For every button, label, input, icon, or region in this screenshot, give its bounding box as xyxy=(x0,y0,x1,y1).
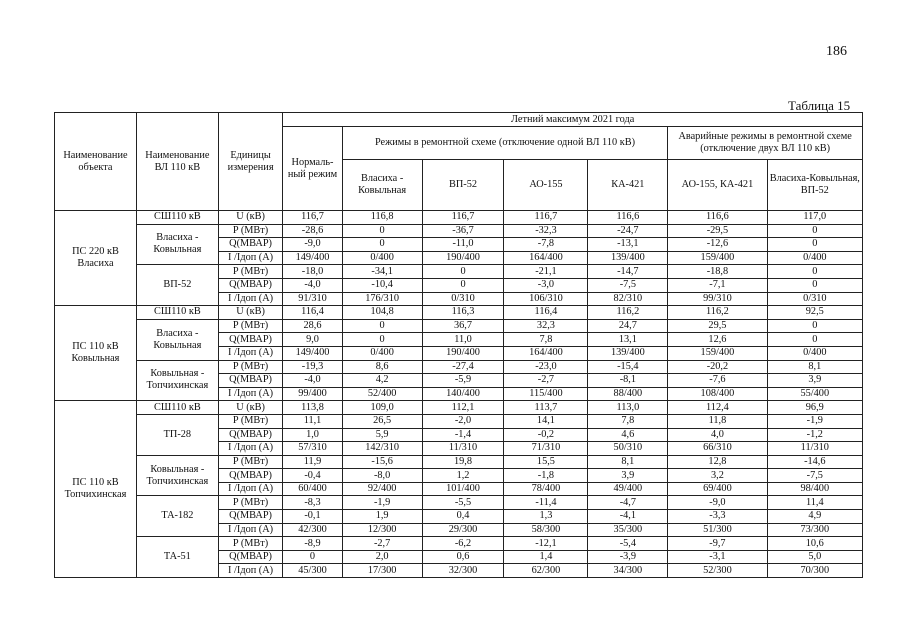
value-cell: -1,9 xyxy=(342,496,422,510)
table-row xyxy=(55,401,863,415)
value-cell: 92/400 xyxy=(342,482,422,496)
value-cell: 1,4 xyxy=(504,550,588,564)
value-cell: 0 xyxy=(767,265,862,279)
load-flow-table xyxy=(54,112,863,578)
value-cell: 7,8 xyxy=(504,333,588,347)
value-cell: -0,4 xyxy=(283,469,342,483)
value-cell: 52/300 xyxy=(668,564,767,578)
header-repair-group: Режимы в ремонтной схеме (отключение одной ВЛ 110 кВ) xyxy=(342,127,668,160)
value-cell: 11/310 xyxy=(767,442,862,456)
value-cell: 7,8 xyxy=(588,414,668,428)
value-cell: 116,2 xyxy=(668,306,767,320)
value-cell: 0 xyxy=(422,265,504,279)
value-cell: 104,8 xyxy=(342,306,422,320)
value-cell: 0 xyxy=(422,278,504,292)
value-cell: 0,6 xyxy=(422,550,504,564)
value-cell: 139/400 xyxy=(588,346,668,360)
value-cell: 8,1 xyxy=(767,360,862,374)
table-row xyxy=(55,211,863,225)
value-cell: 116,6 xyxy=(588,211,668,225)
value-cell: -1,4 xyxy=(422,428,504,442)
line-name-cell: ВП-52 xyxy=(136,265,218,306)
value-cell: -8,0 xyxy=(342,469,422,483)
value-cell: 12,8 xyxy=(668,455,767,469)
value-cell: 35/300 xyxy=(588,523,668,537)
value-cell: 2,0 xyxy=(342,550,422,564)
value-cell: 3,9 xyxy=(588,469,668,483)
value-cell: 0 xyxy=(342,224,422,238)
unit-cell: I /Iдоп (А) xyxy=(218,346,283,360)
value-cell: 116,2 xyxy=(588,306,668,320)
header-line: Наименование ВЛ 110 кВ xyxy=(136,113,218,211)
page-number: 186 xyxy=(826,44,847,59)
value-cell: 58/300 xyxy=(504,523,588,537)
value-cell: 42/300 xyxy=(283,523,342,537)
value-cell: 19,8 xyxy=(422,455,504,469)
value-cell: -7,5 xyxy=(767,469,862,483)
value-cell: 0/400 xyxy=(342,346,422,360)
unit-cell: P (МВт) xyxy=(218,319,283,333)
value-cell: -12,1 xyxy=(504,537,588,551)
value-cell: 1,3 xyxy=(504,510,588,524)
value-cell: 34/300 xyxy=(588,564,668,578)
value-cell: 12,6 xyxy=(668,333,767,347)
value-cell: -9,0 xyxy=(668,496,767,510)
value-cell: 12/300 xyxy=(342,523,422,537)
value-cell: 29,5 xyxy=(668,319,767,333)
line-name-cell: ТП-28 xyxy=(136,414,218,455)
value-cell: 14,1 xyxy=(504,414,588,428)
unit-cell: I /Iдоп (А) xyxy=(218,251,283,265)
unit-cell: Q(МВАР) xyxy=(218,510,283,524)
value-cell: 116,4 xyxy=(283,306,342,320)
unit-cell: U (кВ) xyxy=(218,401,283,415)
value-cell: 4,0 xyxy=(668,428,767,442)
value-cell: 29/300 xyxy=(422,523,504,537)
unit-cell: P (МВт) xyxy=(218,360,283,374)
value-cell: 88/400 xyxy=(588,387,668,401)
value-cell: 62/300 xyxy=(504,564,588,578)
value-cell: 69/400 xyxy=(668,482,767,496)
value-cell: 108/400 xyxy=(668,387,767,401)
value-cell: 11,9 xyxy=(283,455,342,469)
value-cell: 99/310 xyxy=(668,292,767,306)
line-name-cell: ТА-182 xyxy=(136,496,218,537)
value-cell: 0 xyxy=(767,224,862,238)
table-caption: Таблица 15 xyxy=(788,98,851,113)
unit-cell: I /Iдоп (А) xyxy=(218,292,283,306)
value-cell: 8,6 xyxy=(342,360,422,374)
value-cell: -19,3 xyxy=(283,360,342,374)
value-cell: -36,7 xyxy=(422,224,504,238)
value-cell: 11,8 xyxy=(668,414,767,428)
line-name-cell: Власиха - Ковыльная xyxy=(136,224,218,265)
value-cell: 4,9 xyxy=(767,510,862,524)
table-body xyxy=(55,211,863,578)
value-cell: 91/310 xyxy=(283,292,342,306)
value-cell: 109,0 xyxy=(342,401,422,415)
value-cell: 99/400 xyxy=(283,387,342,401)
value-cell: -29,5 xyxy=(668,224,767,238)
value-cell: -10,4 xyxy=(342,278,422,292)
value-cell: 24,7 xyxy=(588,319,668,333)
value-cell: -11,4 xyxy=(504,496,588,510)
value-cell: -23,0 xyxy=(504,360,588,374)
value-cell: -4,0 xyxy=(283,278,342,292)
value-cell: -7,6 xyxy=(668,374,767,388)
value-cell: -20,2 xyxy=(668,360,767,374)
value-cell: 0 xyxy=(767,319,862,333)
value-cell: 55/400 xyxy=(767,387,862,401)
value-cell: 52/400 xyxy=(342,387,422,401)
table-row xyxy=(55,455,863,469)
value-cell: 11,1 xyxy=(283,414,342,428)
table-row xyxy=(55,306,863,320)
value-cell: -9,7 xyxy=(668,537,767,551)
value-cell: -0,2 xyxy=(504,428,588,442)
line-name-cell: ТА-51 xyxy=(136,537,218,578)
value-cell: 117,0 xyxy=(767,211,862,225)
value-cell: 98/400 xyxy=(767,482,862,496)
bus-name-cell: СШ110 кВ xyxy=(136,401,218,415)
header-col: КА-421 xyxy=(588,160,668,211)
value-cell: 32,3 xyxy=(504,319,588,333)
value-cell: 13,1 xyxy=(588,333,668,347)
value-cell: 49/400 xyxy=(588,482,668,496)
unit-cell: P (МВт) xyxy=(218,414,283,428)
value-cell: 190/400 xyxy=(422,346,504,360)
value-cell: -15,6 xyxy=(342,455,422,469)
value-cell: -6,2 xyxy=(422,537,504,551)
value-cell: 73/300 xyxy=(767,523,862,537)
value-cell: 0 xyxy=(283,550,342,564)
value-cell: 101/400 xyxy=(422,482,504,496)
value-cell: 116,7 xyxy=(422,211,504,225)
header-col: АО-155, КА-421 xyxy=(668,160,767,211)
value-cell: 116,4 xyxy=(504,306,588,320)
value-cell: 28,6 xyxy=(283,319,342,333)
value-cell: 164/400 xyxy=(504,346,588,360)
value-cell: 4,2 xyxy=(342,374,422,388)
header-col: Власиха - Ковыльная xyxy=(342,160,422,211)
table-row xyxy=(55,496,863,510)
value-cell: 10,6 xyxy=(767,537,862,551)
value-cell: -24,7 xyxy=(588,224,668,238)
line-name-cell: Ковыльная - Топчихинская xyxy=(136,455,218,496)
value-cell: -34,1 xyxy=(342,265,422,279)
value-cell: 50/310 xyxy=(588,442,668,456)
value-cell: 92,5 xyxy=(767,306,862,320)
value-cell: 60/400 xyxy=(283,482,342,496)
value-cell: -4,1 xyxy=(588,510,668,524)
value-cell: 15,5 xyxy=(504,455,588,469)
value-cell: 116,7 xyxy=(504,211,588,225)
unit-cell: Q(МВАР) xyxy=(218,238,283,252)
unit-cell: Q(МВАР) xyxy=(218,333,283,347)
table-row xyxy=(55,319,863,333)
value-cell: -1,8 xyxy=(504,469,588,483)
unit-cell: I /Iдоп (А) xyxy=(218,523,283,537)
value-cell: 57/310 xyxy=(283,442,342,456)
value-cell: -3,3 xyxy=(668,510,767,524)
table-row xyxy=(55,537,863,551)
value-cell: -3,0 xyxy=(504,278,588,292)
unit-cell: Q(МВАР) xyxy=(218,469,283,483)
value-cell: 9,0 xyxy=(283,333,342,347)
value-cell: -7,8 xyxy=(504,238,588,252)
header-object: Наименование объекта xyxy=(55,113,137,211)
value-cell: 11/310 xyxy=(422,442,504,456)
header-normal: Нормаль-ный режим xyxy=(283,127,342,211)
value-cell: -1,2 xyxy=(767,428,862,442)
value-cell: -5,4 xyxy=(588,537,668,551)
table-row xyxy=(55,224,863,238)
value-cell: 4,6 xyxy=(588,428,668,442)
header-units: Единицы измерения xyxy=(218,113,283,211)
unit-cell: Q(МВАР) xyxy=(218,278,283,292)
value-cell: 140/400 xyxy=(422,387,504,401)
value-cell: 0 xyxy=(767,238,862,252)
value-cell: 106/310 xyxy=(504,292,588,306)
unit-cell: P (МВт) xyxy=(218,455,283,469)
unit-cell: U (кВ) xyxy=(218,211,283,225)
value-cell: -32,3 xyxy=(504,224,588,238)
value-cell: 113,7 xyxy=(504,401,588,415)
value-cell: 159/400 xyxy=(668,346,767,360)
value-cell: 0 xyxy=(342,319,422,333)
table-row xyxy=(55,265,863,279)
value-cell: -5,5 xyxy=(422,496,504,510)
value-cell: 45/300 xyxy=(283,564,342,578)
unit-cell: I /Iдоп (А) xyxy=(218,564,283,578)
value-cell: 11,4 xyxy=(767,496,862,510)
unit-cell: P (МВт) xyxy=(218,537,283,551)
value-cell: 32/300 xyxy=(422,564,504,578)
value-cell: 51/300 xyxy=(668,523,767,537)
object-name-cell: ПС 220 кВ Власиха xyxy=(55,211,137,306)
value-cell: 96,9 xyxy=(767,401,862,415)
value-cell: 149/400 xyxy=(283,346,342,360)
value-cell: 1,2 xyxy=(422,469,504,483)
value-cell: 113,8 xyxy=(283,401,342,415)
value-cell: -8,9 xyxy=(283,537,342,551)
value-cell: -2,7 xyxy=(342,537,422,551)
value-cell: 3,2 xyxy=(668,469,767,483)
value-cell: 0 xyxy=(767,278,862,292)
value-cell: 116,6 xyxy=(668,211,767,225)
value-cell: 0/310 xyxy=(767,292,862,306)
value-cell: -3,1 xyxy=(668,550,767,564)
unit-cell: P (МВт) xyxy=(218,224,283,238)
unit-cell: P (МВт) xyxy=(218,265,283,279)
value-cell: 1,0 xyxy=(283,428,342,442)
unit-cell: U (кВ) xyxy=(218,306,283,320)
header-emergency-group: Аварийные режимы в ремонтной схеме (отключение двух ВЛ 110 кВ) xyxy=(668,127,863,160)
value-cell: 149/400 xyxy=(283,251,342,265)
value-cell: 0/400 xyxy=(342,251,422,265)
value-cell: -2,0 xyxy=(422,414,504,428)
value-cell: 3,9 xyxy=(767,374,862,388)
unit-cell: I /Iдоп (А) xyxy=(218,482,283,496)
bus-name-cell: СШ110 кВ xyxy=(136,211,218,225)
value-cell: -9,0 xyxy=(283,238,342,252)
value-cell: 78/400 xyxy=(504,482,588,496)
unit-cell: P (МВт) xyxy=(218,496,283,510)
value-cell: 142/310 xyxy=(342,442,422,456)
table-row xyxy=(55,360,863,374)
value-cell: 17/300 xyxy=(342,564,422,578)
value-cell: -1,9 xyxy=(767,414,862,428)
value-cell: -8,3 xyxy=(283,496,342,510)
line-name-cell: Ковыльная - Топчихинская xyxy=(136,360,218,401)
value-cell: 71/310 xyxy=(504,442,588,456)
bus-name-cell: СШ110 кВ xyxy=(136,306,218,320)
value-cell: 8,1 xyxy=(588,455,668,469)
value-cell: 139/400 xyxy=(588,251,668,265)
value-cell: 82/310 xyxy=(588,292,668,306)
value-cell: -13,1 xyxy=(588,238,668,252)
header-summer: Летний максимум 2021 года xyxy=(283,113,863,127)
value-cell: -28,6 xyxy=(283,224,342,238)
value-cell: -4,0 xyxy=(283,374,342,388)
value-cell: -4,7 xyxy=(588,496,668,510)
value-cell: 70/300 xyxy=(767,564,862,578)
object-name-cell: ПС 110 кВ Топчихинская xyxy=(55,401,137,578)
value-cell: 1,9 xyxy=(342,510,422,524)
value-cell: 190/400 xyxy=(422,251,504,265)
value-cell: -3,9 xyxy=(588,550,668,564)
header-col: ВП-52 xyxy=(422,160,504,211)
value-cell: -15,4 xyxy=(588,360,668,374)
object-name-cell: ПС 110 кВ Ковыльная xyxy=(55,306,137,401)
value-cell: 112,4 xyxy=(668,401,767,415)
value-cell: -0,1 xyxy=(283,510,342,524)
value-cell: 0 xyxy=(342,333,422,347)
unit-cell: Q(МВАР) xyxy=(218,374,283,388)
unit-cell: Q(МВАР) xyxy=(218,428,283,442)
table-row xyxy=(55,414,863,428)
value-cell: 116,7 xyxy=(283,211,342,225)
value-cell: 26,5 xyxy=(342,414,422,428)
value-cell: 115/400 xyxy=(504,387,588,401)
value-cell: -11,0 xyxy=(422,238,504,252)
value-cell: 112,1 xyxy=(422,401,504,415)
value-cell: 176/310 xyxy=(342,292,422,306)
value-cell: -8,1 xyxy=(588,374,668,388)
value-cell: 116,3 xyxy=(422,306,504,320)
value-cell: 5,9 xyxy=(342,428,422,442)
value-cell: -18,0 xyxy=(283,265,342,279)
value-cell: -14,7 xyxy=(588,265,668,279)
value-cell: -7,5 xyxy=(588,278,668,292)
value-cell: 113,0 xyxy=(588,401,668,415)
value-cell: 0/310 xyxy=(422,292,504,306)
value-cell: 116,8 xyxy=(342,211,422,225)
value-cell: -5,9 xyxy=(422,374,504,388)
value-cell: 0/400 xyxy=(767,251,862,265)
value-cell: -14,6 xyxy=(767,455,862,469)
value-cell: -18,8 xyxy=(668,265,767,279)
value-cell: -12,6 xyxy=(668,238,767,252)
unit-cell: Q(МВАР) xyxy=(218,550,283,564)
unit-cell: I /Iдоп (А) xyxy=(218,387,283,401)
value-cell: 0 xyxy=(342,238,422,252)
value-cell: 5,0 xyxy=(767,550,862,564)
value-cell: 0,4 xyxy=(422,510,504,524)
value-cell: -27,4 xyxy=(422,360,504,374)
value-cell: 164/400 xyxy=(504,251,588,265)
value-cell: -21,1 xyxy=(504,265,588,279)
value-cell: 0/400 xyxy=(767,346,862,360)
value-cell: -7,1 xyxy=(668,278,767,292)
line-name-cell: Власиха - Ковыльная xyxy=(136,319,218,360)
value-cell: 36,7 xyxy=(422,319,504,333)
value-cell: 66/310 xyxy=(668,442,767,456)
header-col: Власиха-Ковыльная, ВП-52 xyxy=(767,160,862,211)
value-cell: -2,7 xyxy=(504,374,588,388)
unit-cell: I /Iдоп (А) xyxy=(218,442,283,456)
value-cell: 11,0 xyxy=(422,333,504,347)
value-cell: 0 xyxy=(767,333,862,347)
header-col: АО-155 xyxy=(504,160,588,211)
value-cell: 159/400 xyxy=(668,251,767,265)
